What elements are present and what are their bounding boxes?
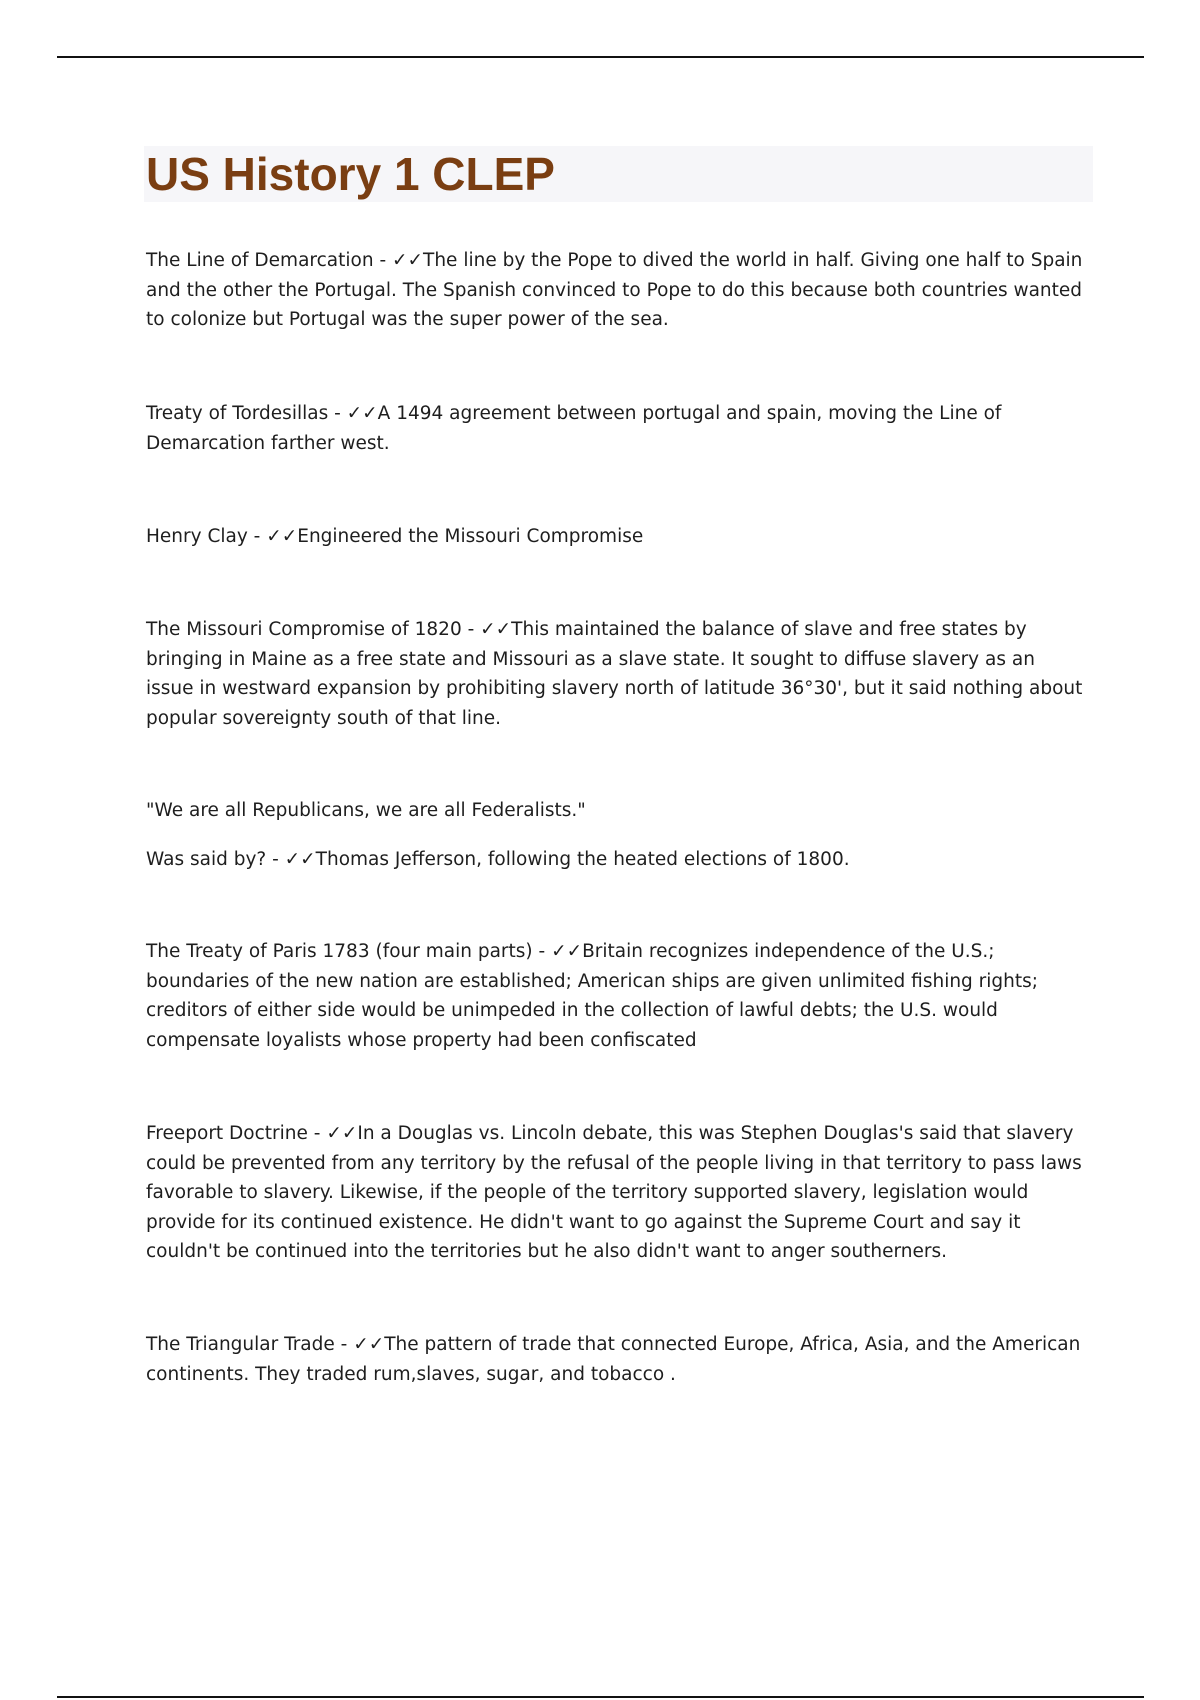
entry-term: The Treaty of Paris 1783 (four main parts)	[146, 941, 533, 962]
entry-term: The Triangular Trade	[146, 1334, 335, 1355]
flashcard-entry	[146, 937, 1086, 1055]
flashcard-entry	[146, 1330, 1086, 1389]
entry-text	[146, 937, 1086, 1055]
entry-term: The Missouri Compromise of 1820	[146, 619, 462, 640]
entry-term: Was said by?	[146, 848, 267, 870]
entry-definition: The pattern of trade that connected Europe, Africa, Asia, and the American continents. They traded rum,slaves, sugar, and tobacco .	[146, 1334, 1081, 1385]
answer-separator: - ✓✓	[307, 1123, 358, 1144]
flashcard-entry	[146, 522, 1086, 552]
flashcard-entry	[146, 399, 1086, 458]
entry-definition: The line by the Pope to dived the world in half. Giving one half to Spain and the other the Portugal. The Spanish convinced to Pope to do this because both countries wanted to colonize but Portugal was the super power of the sea.	[146, 250, 1083, 330]
entry-term: Henry Clay	[146, 526, 248, 547]
entry-text	[146, 399, 1086, 458]
entry-term: Treaty of Tordesillas	[146, 403, 329, 424]
entry-term: Freeport Doctrine	[146, 1123, 308, 1144]
entry-term: The Line of Demarcation	[146, 250, 374, 271]
flashcard-entry	[146, 246, 1086, 335]
entry-text	[146, 522, 1086, 552]
flashcard-entry	[146, 615, 1086, 733]
answer-separator: - ✓✓	[247, 526, 298, 547]
entry-definition: A 1494 agreement between portugal and spain, moving the Line of Demarcation farther west.	[146, 403, 1002, 454]
answer-separator: - ✓✓	[373, 250, 424, 271]
flashcard-entry	[146, 796, 1086, 874]
top-rule	[57, 56, 1144, 58]
entry-text	[146, 615, 1086, 733]
entry-text	[146, 1119, 1086, 1267]
entry-text	[146, 246, 1086, 335]
entry-quote: "We are all Republicans, we are all Federalists."	[146, 800, 586, 821]
answer-separator: - ✓✓	[334, 1334, 385, 1355]
page-title: US History 1 CLEP	[146, 148, 555, 200]
entry-definition: This maintained the balance of slave and free states by bringing in Maine as a free state and Missouri as a slave state. It sought to diffuse slavery as an issue in westward expansion by prohibiting slavery north of latitude 36°30', but it said nothing about popular sovereignty south of that line.	[146, 619, 1083, 729]
entry-text	[146, 845, 1086, 875]
flashcard-entry	[146, 1119, 1086, 1267]
entry-definition: Engineered the Missouri Compromise	[297, 526, 644, 547]
answer-separator: - ✓✓	[266, 848, 316, 870]
answer-separator: - ✓✓	[328, 403, 378, 424]
bottom-rule	[57, 1696, 1144, 1698]
entry-definition: In a Douglas vs. Lincoln debate, this was Stephen Douglas's said that slavery could be prevented from any territory by the refusal of the people living in that territory to pass laws favorable to slavery. Likewise, if the people of the territory supported slavery, legislation would provide for its continued existence. He didn't want to go against the Supreme Court and say it couldn't be continued into the territories but he also didn't want to anger southerners.	[146, 1123, 1082, 1262]
entry-definition: Britain recognizes independence of the U.S.; boundaries of the new nation are established; American ships are given unlimited fishing rights; creditors of either side would be unimpeded in the collection of lawful debts; the U.S. would compensate loyalists whose property had been confiscated	[146, 941, 1039, 1051]
answer-separator: - ✓✓	[461, 619, 512, 640]
entry-text	[146, 1330, 1086, 1389]
answer-separator: - ✓✓	[532, 941, 583, 962]
entry-definition: Thomas Jefferson, following the heated elections of 1800.	[315, 848, 850, 870]
